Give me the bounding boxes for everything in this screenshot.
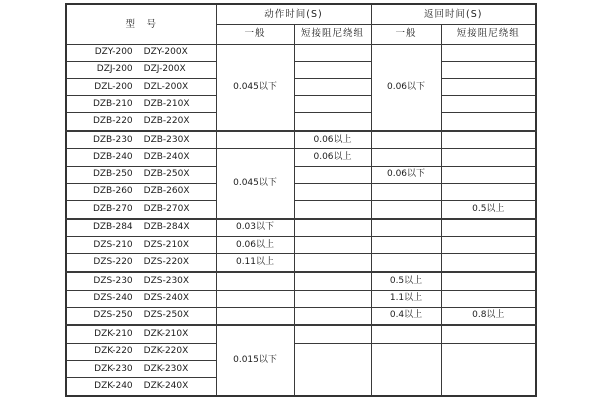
model-name-x: DZK-240X bbox=[143, 381, 189, 392]
model-pair bbox=[67, 187, 216, 196]
act-damped-cell bbox=[294, 237, 371, 254]
model-pair bbox=[67, 277, 216, 286]
table-row bbox=[66, 183, 536, 200]
model-name-x: DZS-250X bbox=[143, 310, 190, 321]
model-pair bbox=[67, 294, 216, 303]
act-damped-cell bbox=[294, 113, 371, 131]
ret-general-cell bbox=[371, 254, 441, 272]
ret-general-cell bbox=[371, 343, 441, 396]
model-pair bbox=[67, 365, 216, 374]
model-name: DZS-230 bbox=[93, 275, 133, 286]
model-name: DZB-260 bbox=[92, 186, 133, 197]
model-name: DZK-240 bbox=[94, 381, 133, 392]
model-cell bbox=[66, 343, 216, 360]
ret-damped-cell bbox=[441, 96, 536, 113]
table-row bbox=[66, 201, 536, 219]
table-row bbox=[66, 272, 536, 290]
act-damped-cell bbox=[294, 183, 371, 200]
model-name-x: DZL-200X bbox=[143, 81, 189, 92]
model-name-x: DZS-210X bbox=[143, 239, 190, 250]
ret-damped-cell bbox=[441, 183, 536, 200]
model-cell bbox=[66, 113, 216, 131]
model-name-x: DZB-284X bbox=[143, 222, 190, 233]
model-pair bbox=[67, 241, 216, 250]
ret-general-cell bbox=[371, 325, 441, 343]
model-name: DZK-220 bbox=[94, 346, 133, 357]
model-cell bbox=[66, 131, 216, 149]
model-name-x: DZB-270X bbox=[143, 203, 190, 214]
act-damped-cell bbox=[294, 44, 371, 61]
model-name-x: DZS-240X bbox=[143, 293, 190, 304]
model-name-x: DZB-220X bbox=[143, 116, 190, 127]
model-name: DZK-210 bbox=[94, 329, 133, 340]
table-header bbox=[66, 4, 536, 44]
model-pair bbox=[67, 170, 216, 179]
ret-damped-cell bbox=[441, 113, 536, 131]
table-row bbox=[66, 343, 536, 360]
act-damped-cell bbox=[294, 254, 371, 272]
model-name-x: DZB-250X bbox=[143, 169, 190, 180]
act-damped-cell bbox=[294, 219, 371, 237]
model-name-x: DZY-200X bbox=[143, 47, 188, 58]
model-cell bbox=[66, 61, 216, 78]
model-name-x: DZB-240X bbox=[143, 152, 190, 163]
act-general-cell: 0.045以下 bbox=[216, 44, 294, 131]
model-name: DZS-250 bbox=[93, 310, 133, 321]
table-row bbox=[66, 254, 536, 272]
model-cell bbox=[66, 183, 216, 200]
model-name-x: DZB-210X bbox=[143, 98, 190, 109]
model-cell bbox=[66, 378, 216, 396]
model-cell bbox=[66, 290, 216, 307]
ret-damped-cell bbox=[441, 131, 536, 149]
model-name: DZB-250 bbox=[92, 169, 133, 180]
ret-general-cell: 0.06以下 bbox=[371, 166, 441, 183]
act-damped-cell bbox=[294, 61, 371, 78]
ret-damped-cell bbox=[441, 325, 536, 343]
act-general-cell bbox=[216, 307, 294, 325]
model-pair bbox=[67, 311, 216, 320]
header-action-time: 动作时间(S) bbox=[216, 4, 371, 24]
table-row bbox=[66, 78, 536, 95]
model-cell bbox=[66, 272, 216, 290]
model-name-x: DZS-220X bbox=[143, 257, 190, 268]
ret-damped-cell bbox=[441, 237, 536, 254]
header-return-time: 返回时间(S) bbox=[371, 4, 536, 24]
ret-general-cell bbox=[371, 219, 441, 237]
model-cell bbox=[66, 78, 216, 95]
ret-general-cell bbox=[371, 201, 441, 219]
act-damped-cell bbox=[294, 325, 371, 343]
act-damped-cell bbox=[294, 290, 371, 307]
table-row bbox=[66, 290, 536, 307]
model-name-x: DZK-230X bbox=[143, 363, 189, 374]
header-action-general: 一般 bbox=[216, 24, 294, 44]
model-name: DZJ-200 bbox=[96, 64, 133, 75]
ret-damped-cell bbox=[441, 272, 536, 290]
ret-general-cell bbox=[371, 131, 441, 149]
model-name: DZK-230 bbox=[94, 363, 133, 374]
model-name: DZY-200 bbox=[94, 47, 133, 58]
act-damped-cell bbox=[294, 343, 371, 396]
model-cell bbox=[66, 254, 216, 272]
model-pair bbox=[67, 223, 216, 232]
act-general-cell bbox=[216, 290, 294, 307]
relay-spec-table bbox=[65, 3, 537, 397]
act-damped-cell bbox=[294, 307, 371, 325]
act-damped-cell: 0.06以上 bbox=[294, 149, 371, 166]
model-pair bbox=[67, 258, 216, 267]
act-damped-cell bbox=[294, 201, 371, 219]
table-row bbox=[66, 44, 536, 61]
model-name-x: DZK-220X bbox=[143, 346, 189, 357]
ret-general-cell: 1.1以上 bbox=[371, 290, 441, 307]
ret-damped-cell bbox=[441, 78, 536, 95]
model-name: DZB-284 bbox=[92, 222, 133, 233]
ret-damped-cell bbox=[441, 254, 536, 272]
model-name-x: DZB-260X bbox=[143, 186, 190, 197]
ret-damped-cell bbox=[441, 343, 536, 396]
model-pair bbox=[67, 347, 216, 356]
header-return-damped: 短接阻尼绕组 bbox=[441, 24, 536, 44]
act-general-cell: 0.045以下 bbox=[216, 149, 294, 219]
ret-damped-cell bbox=[441, 219, 536, 237]
model-pair bbox=[67, 330, 216, 339]
ret-general-cell: 0.5以上 bbox=[371, 272, 441, 290]
model-pair bbox=[67, 48, 216, 57]
model-name-x: DZK-210X bbox=[143, 329, 189, 340]
table-row bbox=[66, 96, 536, 113]
model-cell bbox=[66, 325, 216, 343]
ret-general-cell bbox=[371, 149, 441, 166]
act-general-cell: 0.06以上 bbox=[216, 237, 294, 254]
model-cell bbox=[66, 361, 216, 378]
act-damped-cell bbox=[294, 96, 371, 113]
model-cell bbox=[66, 149, 216, 166]
ret-general-cell: 0.06以下 bbox=[371, 44, 441, 131]
act-general-cell bbox=[216, 131, 294, 149]
table-row bbox=[66, 307, 536, 325]
model-pair bbox=[67, 153, 216, 162]
ret-damped-cell bbox=[441, 166, 536, 183]
model-name-x: DZS-230X bbox=[143, 275, 190, 286]
model-pair bbox=[67, 100, 216, 109]
model-pair bbox=[67, 136, 216, 145]
act-damped-cell bbox=[294, 78, 371, 95]
model-cell bbox=[66, 44, 216, 61]
model-cell bbox=[66, 96, 216, 113]
act-damped-cell bbox=[294, 166, 371, 183]
model-name-x: DZJ-200X bbox=[143, 64, 186, 75]
model-name: DZB-210 bbox=[92, 98, 133, 109]
table-row bbox=[66, 61, 536, 78]
header-model: 型 号 bbox=[66, 4, 216, 44]
table-row bbox=[66, 237, 536, 254]
model-name-x: DZB-230X bbox=[143, 134, 190, 145]
model-name: DZS-220 bbox=[93, 257, 133, 268]
model-name: DZB-270 bbox=[92, 203, 133, 214]
table-row bbox=[66, 219, 536, 237]
model-cell bbox=[66, 201, 216, 219]
table-row bbox=[66, 131, 536, 149]
model-name: DZL-200 bbox=[94, 81, 133, 92]
ret-damped-cell bbox=[441, 44, 536, 61]
ret-damped-cell: 0.5以上 bbox=[441, 201, 536, 219]
model-pair bbox=[67, 83, 216, 92]
model-pair bbox=[67, 205, 216, 214]
model-name: DZS-240 bbox=[93, 293, 133, 304]
act-general-cell: 0.11以上 bbox=[216, 254, 294, 272]
model-name: DZS-210 bbox=[93, 239, 133, 250]
act-general-cell: 0.015以下 bbox=[216, 325, 294, 396]
ret-general-cell: 0.4以上 bbox=[371, 307, 441, 325]
model-name: DZB-240 bbox=[92, 152, 133, 163]
table-body bbox=[66, 44, 536, 396]
ret-damped-cell bbox=[441, 61, 536, 78]
table-row bbox=[66, 166, 536, 183]
ret-damped-cell: 0.8以上 bbox=[441, 307, 536, 325]
model-cell bbox=[66, 307, 216, 325]
model-name: DZB-230 bbox=[92, 134, 133, 145]
act-damped-cell bbox=[294, 272, 371, 290]
header-action-damped: 短接阻尼绕组 bbox=[294, 24, 371, 44]
table-row bbox=[66, 325, 536, 343]
header-return-general: 一般 bbox=[371, 24, 441, 44]
model-pair bbox=[67, 382, 216, 391]
ret-damped-cell bbox=[441, 290, 536, 307]
act-general-cell: 0.03以下 bbox=[216, 219, 294, 237]
table-row bbox=[66, 149, 536, 166]
table-row bbox=[66, 113, 536, 131]
ret-general-cell bbox=[371, 237, 441, 254]
model-cell bbox=[66, 166, 216, 183]
ret-general-cell bbox=[371, 183, 441, 200]
act-general-cell bbox=[216, 272, 294, 290]
model-name: DZB-220 bbox=[92, 116, 133, 127]
model-cell bbox=[66, 237, 216, 254]
model-cell bbox=[66, 219, 216, 237]
act-damped-cell: 0.06以上 bbox=[294, 131, 371, 149]
ret-damped-cell bbox=[441, 149, 536, 166]
model-pair bbox=[67, 117, 216, 126]
model-pair bbox=[67, 65, 216, 74]
